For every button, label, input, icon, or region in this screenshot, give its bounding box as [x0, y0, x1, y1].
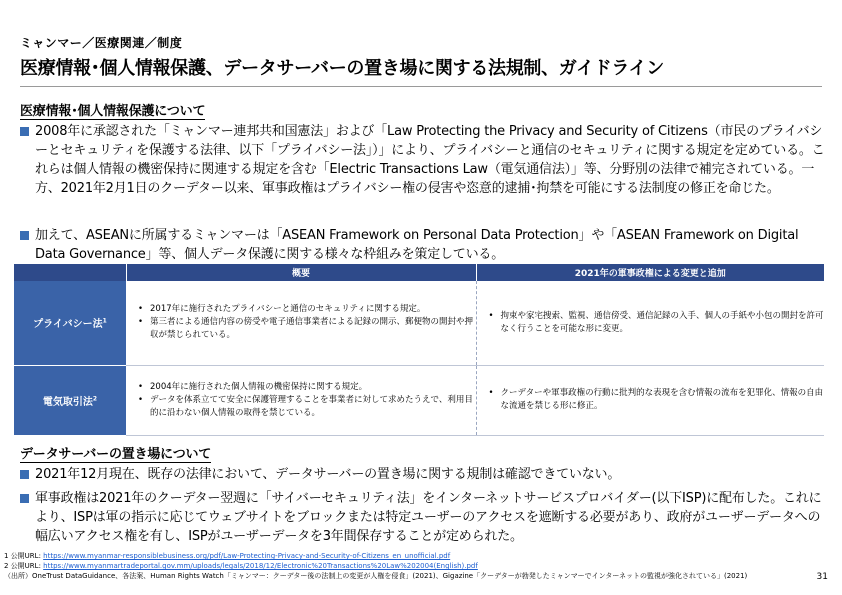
footnote-2: 2 公開URL: https://www.myanmartradeportal.gov.mm/uploads/legals/2018/12/Electronic%20Transactions%20Law%202004(English).pdf [4, 562, 478, 570]
title-divider [20, 86, 822, 87]
footnote-1: 1 公開URL: https://www.myanmar-responsiblebusiness.org/pdf/Law-Protecting-Privacy-and-Security-of-Citizens_en_unofficial.pdf [4, 552, 451, 560]
table-header-cell: 2021年の軍事政権による変更と追加 [476, 264, 824, 281]
page-number: 31 [816, 572, 828, 582]
row-header-electronic-transactions-law: 電気取引法$^2$ [14, 365, 126, 435]
list-item: • 第三者による通信内容の傍受や電子通信事業者による記録の開示、郵便物の開封や押収が禁じられている。 [140, 316, 476, 342]
footnote-2-link[interactable]: https://www.myanmartradeportal.gov.mm/uploads/legals/2018/12/Electronic%20Transactions%20Law%202004(English).pdf [43, 562, 478, 570]
table-header-cell: 概要 [126, 264, 476, 281]
breadcrumb: ミャンマー／医療関連／制度 [20, 36, 183, 50]
list-item: • クーデターや軍事政権の行動に批判的な表現を含む情報の流布を犯罪化、情報の自由な流通を禁じる形に修正。 [491, 387, 825, 413]
section-heading-privacy: 医療情報･個人情報保護について [20, 104, 206, 119]
list-item: • データを体系立てて安全に保護管理することを事業者に対して求めたうえで、利用目的に沿わない個人情報の取得を禁じている。 [140, 394, 476, 420]
table-row [14, 281, 824, 365]
footnote-1-link[interactable]: https://www.myanmar-responsiblebusiness.org/pdf/Law-Protecting-Privacy-and-Security-of-Citizens_en_unofficial.pdf [43, 552, 451, 560]
changes-cell [476, 365, 824, 435]
overview-cell [126, 365, 476, 435]
source-note: （出所）OneTrust DataGuidance、各法案、Human Rights Watch「ミャンマー：クーデター後の法制上の変更が人権を侵食」(2021)、Gigazine「クーデターが勃発したミャンマーでインターネットの監視が強化されている」(2021) [4, 572, 748, 580]
page-title: 医療情報･個人情報保護、データサーバーの置き場に関する法規制、ガイドライン [20, 58, 664, 79]
square-bullet-icon [20, 127, 29, 136]
footnotes [4, 551, 747, 581]
table-header-row [14, 264, 824, 281]
overview-cell [126, 281, 476, 365]
list-item: • 拘束や家宅捜索、監視、通信傍受、通信記録の入手、個人の手紙や小包の開封を許可なく行うことを可能な形に変更。 [491, 310, 825, 336]
law-comparison-table [14, 264, 824, 436]
list-item: • 2017年に施行されたプライバシーと通信のセキュリティに関する規定。 [140, 303, 476, 316]
list-item: • 2004年に施行された個人情報の機密保持に関する規定。 [140, 381, 476, 394]
changes-cell [476, 281, 824, 365]
bullet-paragraph: 加えて、ASEANに所属するミャンマーは「ASEAN Framework on Personal Data Protection」や「ASEAN Framework on Digital Data Governance」等、個人データ保護に関する様々な枠組みを策定している。 [20, 226, 828, 264]
bullet-paragraph: 2021年12月現在、既存の法律において、データサーバーの置き場に関する規制は確認できていない。 [20, 465, 828, 484]
table-row [14, 365, 824, 435]
section-heading-data-server: データサーバーの置き場について [20, 447, 212, 462]
row-header-privacy-law: プライバシー法$^1$ [14, 281, 126, 365]
square-bullet-icon [20, 470, 29, 479]
table-header-cell [14, 264, 126, 281]
square-bullet-icon [20, 231, 29, 240]
square-bullet-icon [20, 494, 29, 503]
bullet-paragraph: 軍事政権は2021年のクーデター翌週に「サイバーセキュリティ法」をインターネットサービスプロバイダー(以下ISP)に配布した。これにより、ISPは軍の指示に応じてウェブサイトをブロックまたは特定ユーザーのアクセスを遮断する必要があり、政府がユーザーデータへの幅広いアクセス権を有し、ISPがユーザーデータを3年間保存することが定められた。 [20, 489, 828, 546]
bullet-paragraph: 2008年に承認された「ミャンマー連邦共和国憲法」および「Law Protecting the Privacy and Security of Citizens（市民のプライバシーとセキュリティを保護する法律、以下「プライバシー法」）」により、プライバシーと通信のセキュリティに関する規定を定めている。これらは個人情報の機密保持に関連する規定を含む「Electric Transactions Law（電気通信法）」等、分野別の法律で補完されている。一方、2021年2月1日のクーデター以来、軍事政権はプライバシー権の侵害や恣意的逮捕･拘禁を可能にする法制度の修正を命じた。 [20, 122, 828, 198]
